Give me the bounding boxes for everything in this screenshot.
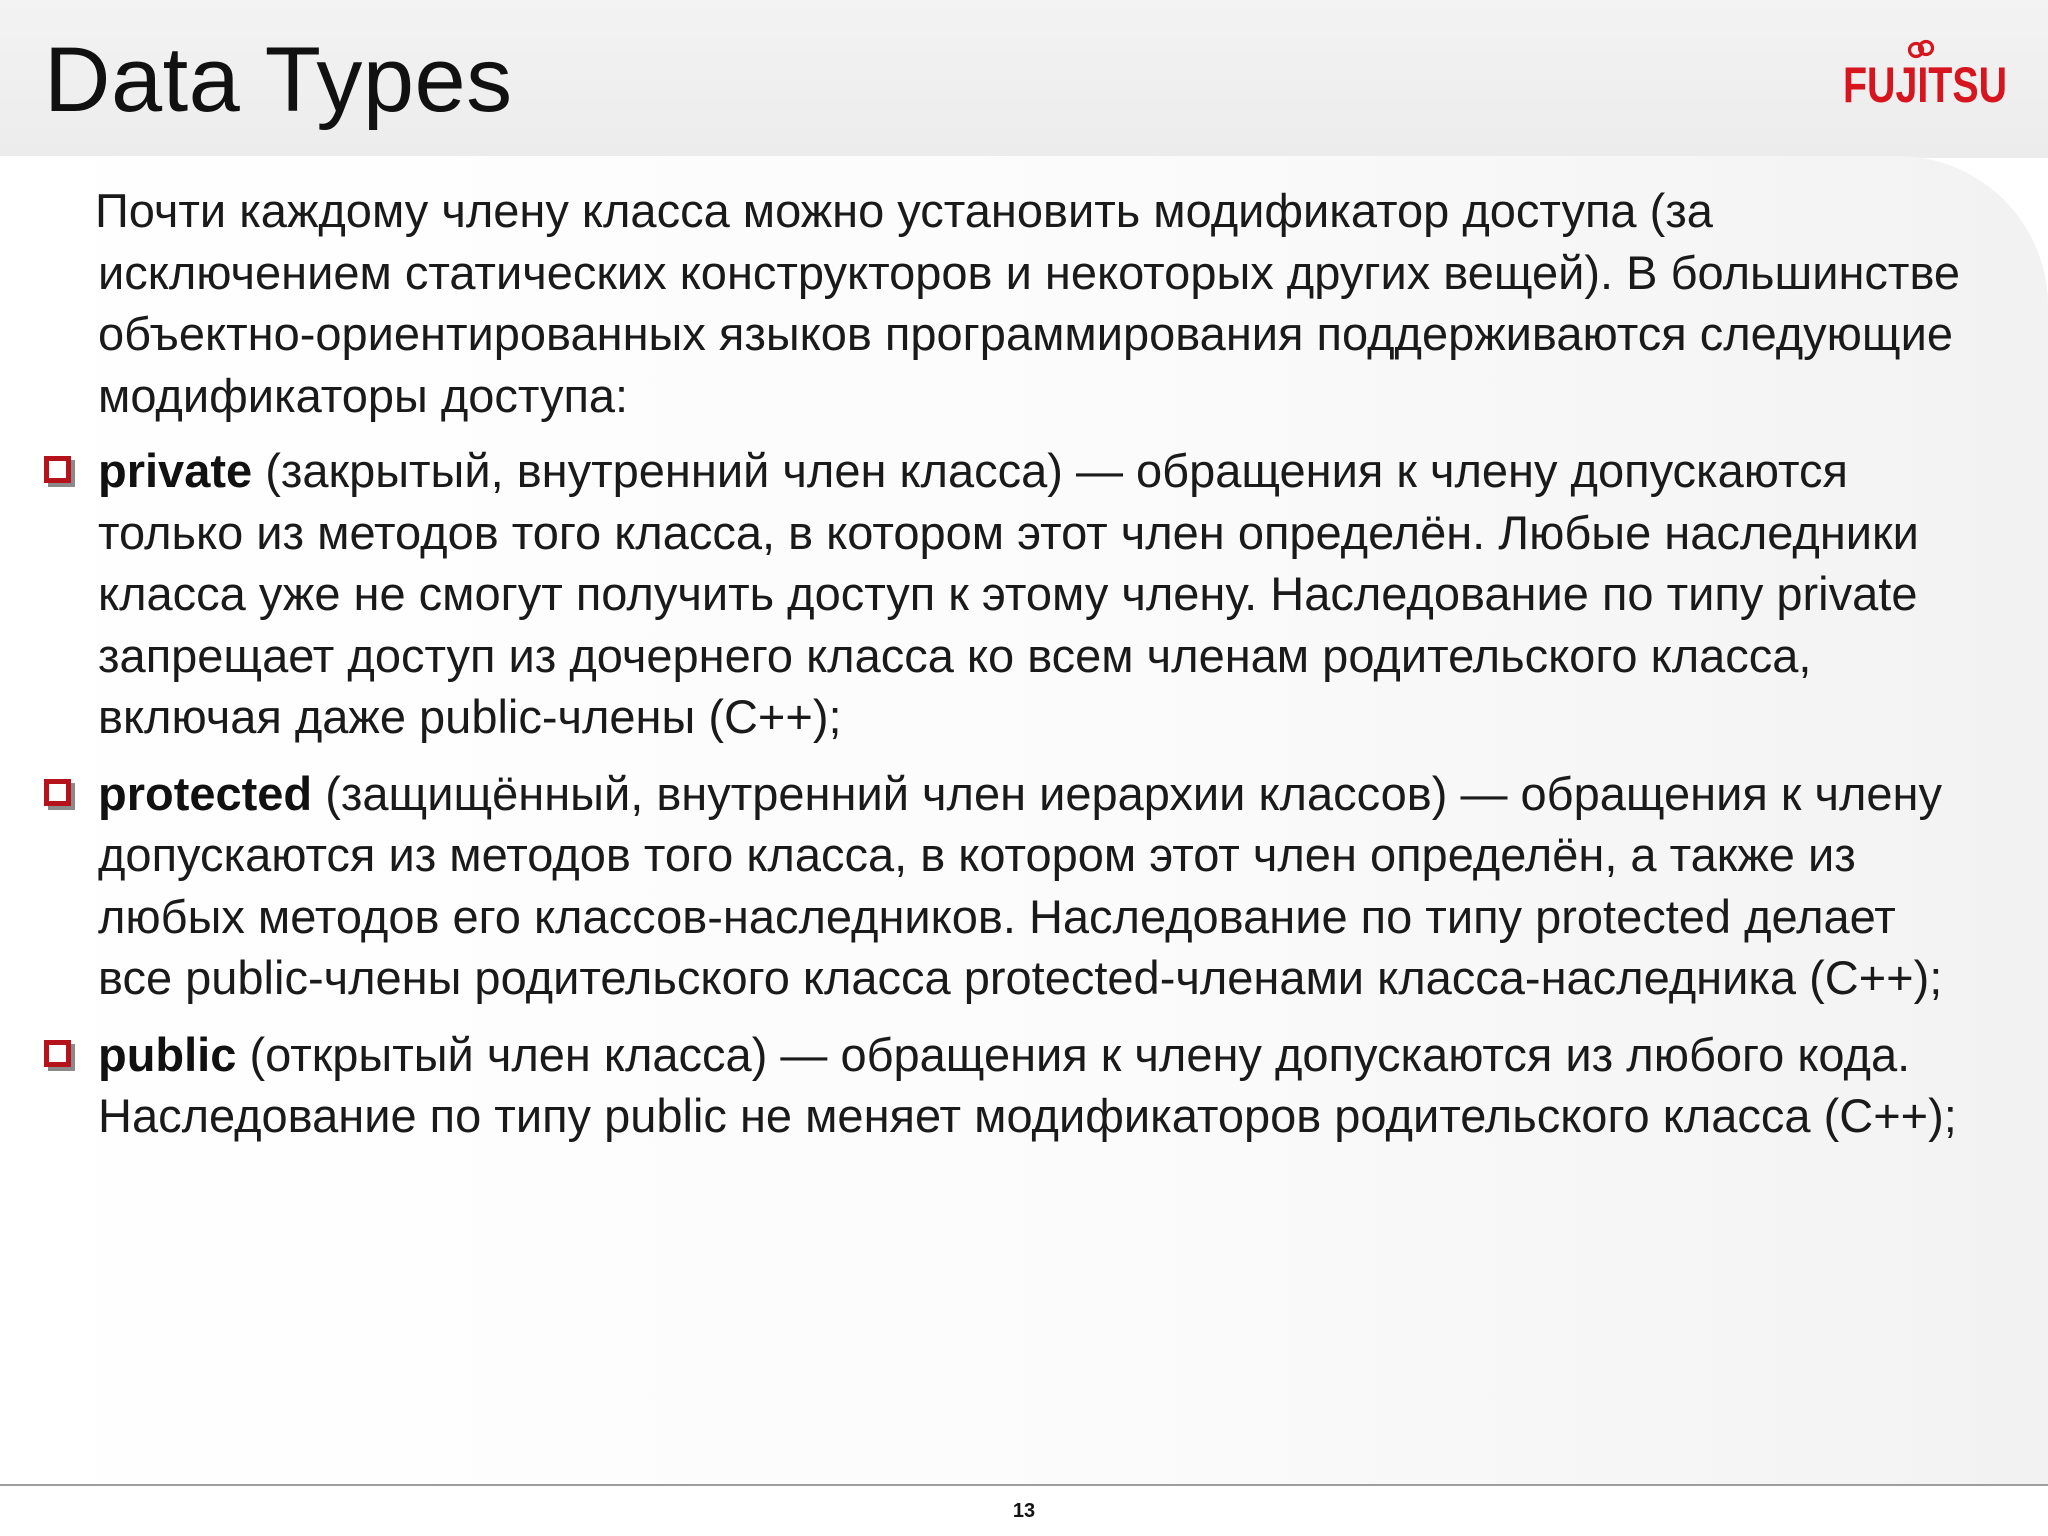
bullet-text: (открытый член класса) — обращения к члену допускаются из любого кода. Наследование по типу public не меняет модификаторов родительского класса (C++); <box>98 1027 1957 1142</box>
bullet-term: public <box>98 1027 237 1081</box>
bullet-text: (защищённый, внутренний член иерархии классов) — обращения к члену допускаются из методов того класса, в котором этот член определён, а также из любых методов его классов-наследников. Наследование по типу protected делает все public-члены родительского класса protected-членами класса-наследника (C++); <box>98 766 1943 1004</box>
slide-body <box>40 180 1970 1162</box>
page-number: 13 <box>1012 1500 1036 1522</box>
bullet-private <box>40 440 1970 748</box>
page-title: Data Types <box>44 29 513 131</box>
checkbox-icon <box>44 779 71 806</box>
checkbox-icon <box>44 1040 71 1067</box>
footer-divider <box>0 1484 2048 1486</box>
fujitsu-logo <box>1840 40 2010 126</box>
checkbox-icon <box>44 456 71 483</box>
bullet-protected <box>40 763 1970 1009</box>
bullet-text: (закрытый, внутренний член класса) — обращения к члену допускаются только из методов того класса, в котором этот член определён. Любые наследники класса уже не смогут получить доступ к этому члену. Наследование по типу private запрещает доступ из дочернего класса ко всем членам родительского класса, включая даже public-члены (C++); <box>98 444 1919 743</box>
bullet-term: private <box>98 444 253 497</box>
logo-text: FUJITSU <box>1843 57 2007 113</box>
intro-paragraph: Почти каждому члену класса можно установить модификатор доступа (за исключением статических конструкторов и некоторых других вещей). В большинстве объектно-ориентированных языков программирования поддерживаются следующие модификаторы доступа: <box>95 184 1961 422</box>
bullet-term: protected <box>98 766 313 820</box>
bullet-public <box>40 1024 1970 1147</box>
